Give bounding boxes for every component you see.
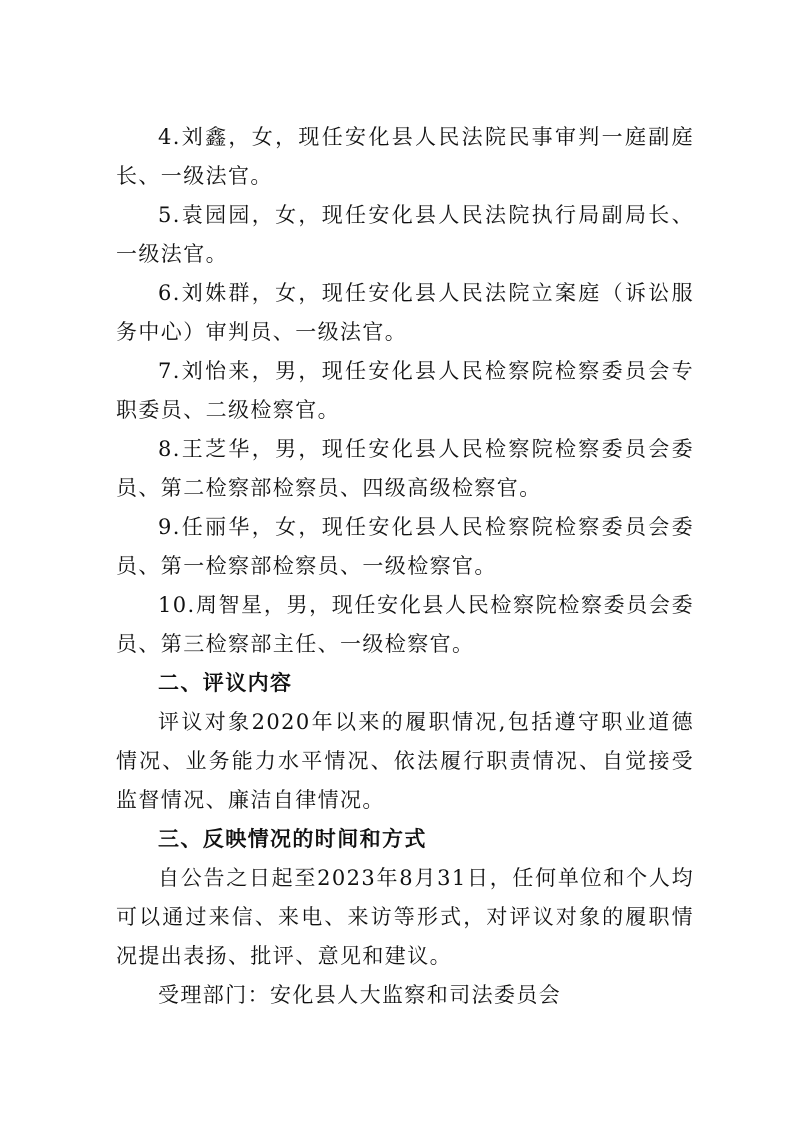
feedback-paragraph: 自公告之日起至2023年8月31日，任何单位和个人均可以通过来信、来电、来访等形式，对评议对象的履职情况提出表扬、批评、意见和建议。 (116, 866, 694, 968)
member-item-10: 10.周智星，男，现任安化县人民检察院检察委员会委员、第三检察部主任、一级检察官。 (116, 593, 694, 656)
section-heading-feedback: 三、反映情况的时间和方式 (158, 827, 427, 851)
receiving-department: 受理部门：安化县人大监察和司法委员会 (158, 983, 562, 1007)
section-heading-review-content: 二、评议内容 (158, 671, 293, 695)
member-item-7: 7.刘怡来，男，现任安化县人民检察院检察委员会专职委员、二级检察官。 (116, 359, 694, 422)
member-item-4: 4.刘鑫，女，现任安化县人民法院民事审判一庭副庭长、一级法官。 (116, 125, 694, 188)
member-item-8: 8.王芝华，男，现任安化县人民检察院检察委员会委员、第二检察部检察员、四级高级检察官。 (116, 437, 694, 500)
member-item-6: 6.刘姝群，女，现任安化县人民法院立案庭（诉讼服务中心）审判员、一级法官。 (116, 281, 694, 344)
document-body (116, 118, 694, 1015)
review-content-paragraph: 评议对象2020年以来的履职情况,包括遵守职业道德情况、业务能力水平情况、依法履行职责情况、自觉接受监督情况、廉洁自律情况。 (116, 710, 694, 812)
member-item-9: 9.任丽华，女，现任安化县人民检察院检察委员会委员、第一检察部检察员、一级检察官。 (116, 515, 694, 578)
member-item-5: 5.袁园园，女，现任安化县人民法院执行局副局长、一级法官。 (116, 203, 694, 266)
